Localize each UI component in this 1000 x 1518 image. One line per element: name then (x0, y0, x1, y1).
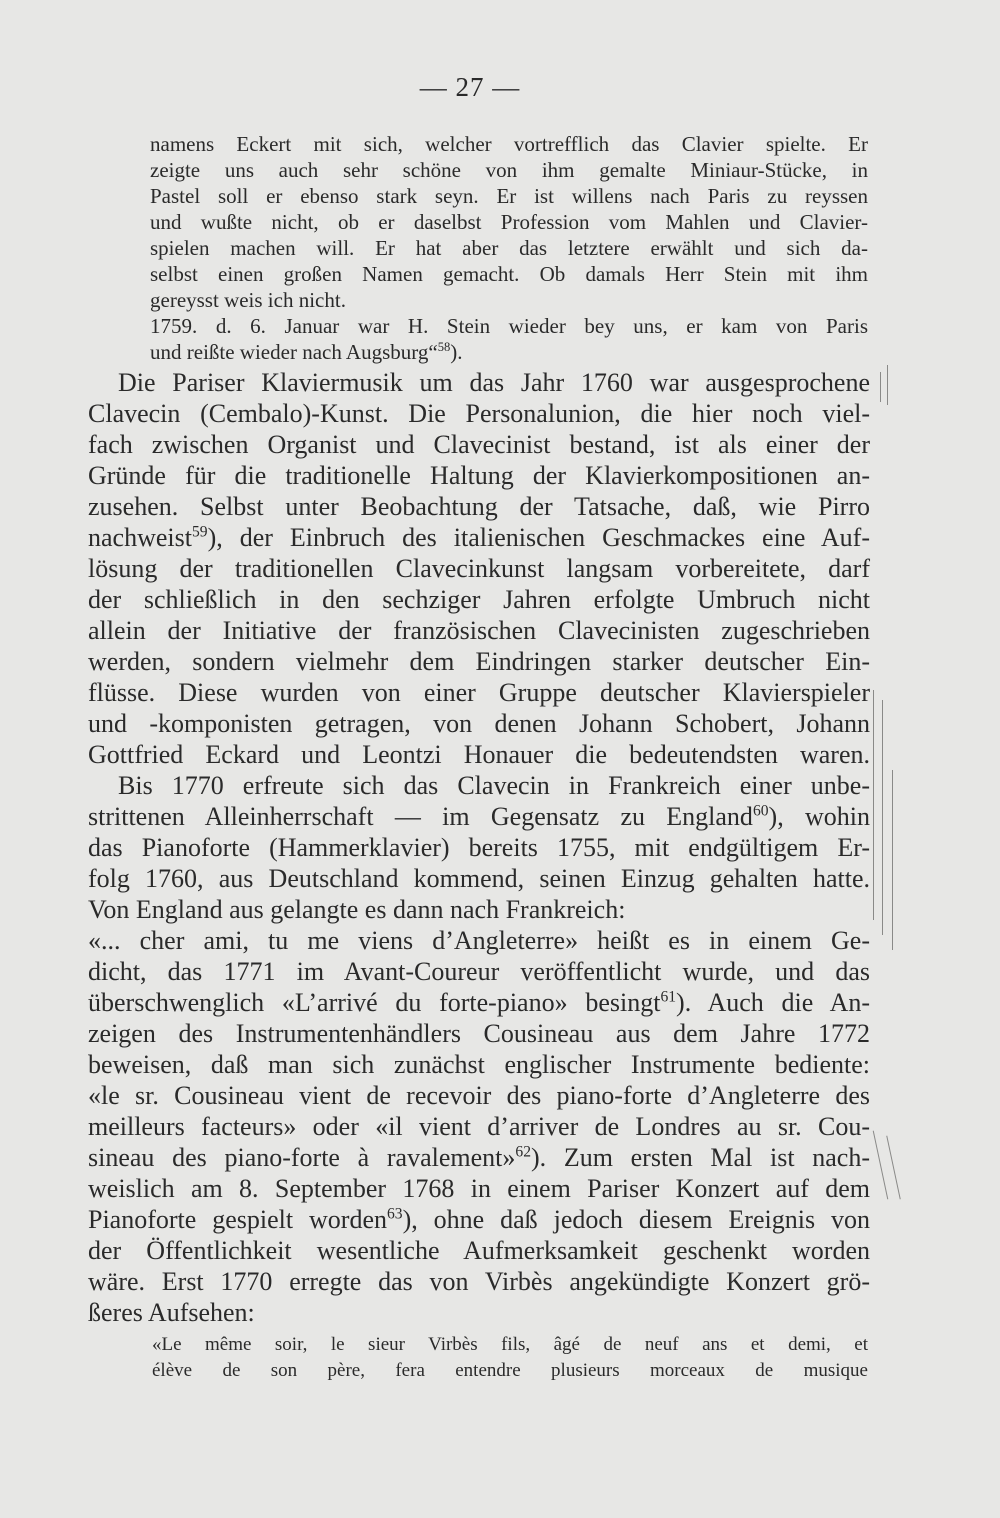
excerpt-line: Pastel soll er ebenso stark seyn. Er ist willens nach Paris zu reyssen (150, 184, 868, 208)
body-text: ). Auch die An- (676, 988, 870, 1017)
body-line (88, 1143, 870, 1173)
footnote-ref: 61 (660, 988, 677, 1006)
footnote-ref: 63 (387, 1205, 403, 1223)
body-line: und -komponisten getragen, von denen Johann Schobert, Johann (88, 709, 870, 738)
body-line: weislich am 8. September 1768 in einem Pariser Konzert auf dem (88, 1174, 870, 1203)
excerpt-line: namens Eckert mit sich, welcher vortrefflich das Clavier spielte. Er (150, 132, 868, 156)
body-line (88, 988, 870, 1018)
body-line: Die Pariser Klaviermusik um das Jahr 1760 war ausgesprochene (118, 368, 870, 397)
pencil-margin-mark (880, 372, 881, 402)
body-line: das Pianoforte (Hammerklavier) bereits 1755, mit endgültigem Er- (88, 833, 870, 862)
body-line: Gründe für die traditionelle Haltung der Klavierkompositionen an- (88, 461, 870, 490)
footnote-ref: 60 (752, 802, 769, 820)
body-text: ), ohne daß jedoch diesem Ereignis von (402, 1205, 870, 1234)
excerpt-line: selbst einen großen Namen gemacht. Ob damals Herr Stein mit ihm (150, 262, 868, 286)
page-number: — 27 — (419, 72, 521, 102)
body-text: überschwenglich «L’arrivé du forte-piano» besingt (88, 988, 661, 1017)
body-text: ), der Einbruch des italienischen Geschmackes eine Auf- (207, 523, 870, 552)
body-line: ßeres Aufsehen: (88, 1298, 255, 1327)
body-line: meilleurs facteurs» oder «il vient d’arriver de Londres au sr. Cou- (88, 1112, 870, 1141)
body-line: allein der Initiative der französischen Clavecinisten zugeschrieben (88, 616, 870, 645)
body-line: fach zwischen Organist und Clavecinist bestand, ist als einer der (88, 430, 870, 459)
body-text: sineau des piano-forte à ravalement» (88, 1143, 516, 1172)
pencil-margin-mark (892, 770, 893, 950)
body-line: «... cher ami, tu me viens d’Angleterre» heißt es in einem Ge- (88, 926, 870, 955)
body-line: zusehen. Selbst unter Beobachtung der Tatsache, daß, wie Pirro (88, 492, 870, 521)
pencil-margin-mark (886, 1136, 900, 1200)
body-text: Pianoforte gespielt worden (88, 1205, 387, 1234)
body-text: strittenen Alleinherrschaft — im Gegensatz zu England (88, 802, 753, 831)
body-line: Gottfried Eckard und Leontzi Honauer die bedeutendsten waren. (88, 740, 870, 769)
body-line: «le sr. Cousineau vient de recevoir des piano-forte d’Angleterre des (88, 1081, 870, 1110)
excerpt-line: und wußte nicht, ob er daselbst Profession vom Mahlen und Clavier- (150, 210, 868, 234)
quote-line: «Le même soir, le sieur Virbès fils, âgé de neuf ans et demi, et (152, 1334, 868, 1355)
excerpt-line: spielen machen will. Er hat aber das letztere erwählt und sich da- (150, 236, 868, 260)
footnote-ref: 58 (437, 340, 451, 354)
footnote-ref: 62 (515, 1143, 531, 1161)
body-line (88, 1205, 870, 1235)
body-line: der Öffentlichkeit wesentliche Aufmerksamkeit geschenkt worden (88, 1236, 870, 1265)
body-text: nachweist (88, 523, 192, 552)
body-line: Bis 1770 erfreute sich das Clavecin in Frankreich einer unbe- (118, 771, 870, 800)
body-line: Clavecin (Cembalo)-Kunst. Die Personalunion, die hier noch viel- (88, 399, 870, 428)
body-text: ). Zum ersten Mal ist nach- (530, 1143, 870, 1172)
footnote-ref: 59 (191, 523, 208, 541)
body-line (88, 523, 870, 553)
excerpt-line: gereysst weis ich nicht. (150, 288, 346, 312)
excerpt-closing: ). (450, 340, 463, 364)
body-line: folg 1760, aus Deutschland kommend, seinen Einzug gehalten hatte. (88, 864, 870, 893)
body-line (88, 802, 870, 832)
body-line: zeigen des Instrumentenhändlers Cousineau aus dem Jahre 1772 (88, 1019, 870, 1048)
body-line: wäre. Erst 1770 erregte das von Virbès angekündigte Konzert grö- (88, 1267, 870, 1296)
body-line: Von England aus gelangte es dann nach Frankreich: (88, 895, 626, 924)
pencil-margin-mark (873, 690, 874, 920)
excerpt-line (150, 340, 868, 365)
body-line: lösung der traditionellen Clavecinkunst langsam vorbereitete, darf (88, 554, 870, 583)
pencil-margin-mark (873, 1131, 889, 1200)
body-line: werden, sondern vielmehr dem Eindringen starker deutscher Ein- (88, 647, 870, 676)
body-line: flüsse. Diese wurden von einer Gruppe deutscher Klavierspieler (88, 678, 870, 707)
excerpt-text: und reißte wieder nach Augsburg“ (150, 340, 438, 364)
pencil-margin-mark (882, 700, 883, 935)
excerpt-line: 1759. d. 6. Januar war H. Stein wieder bey uns, er kam von Paris (150, 314, 868, 338)
quote-line: élève de son père, fera entendre plusieurs morceaux de musique (152, 1360, 868, 1381)
body-line: dicht, das 1771 im Avant-Coureur veröffentlicht wurde, und das (88, 957, 870, 986)
excerpt-line: zeigte uns auch sehr schöne von ihm gemalte Miniaur-Stücke, in (150, 158, 868, 182)
body-line: der schließlich in den sechziger Jahren erfolgte Umbruch nicht (88, 585, 870, 614)
body-line: beweisen, daß man sich zunächst englischer Instrumente bediente: (88, 1050, 870, 1079)
body-text: ), wohin (768, 802, 870, 831)
pencil-margin-mark (887, 365, 888, 405)
